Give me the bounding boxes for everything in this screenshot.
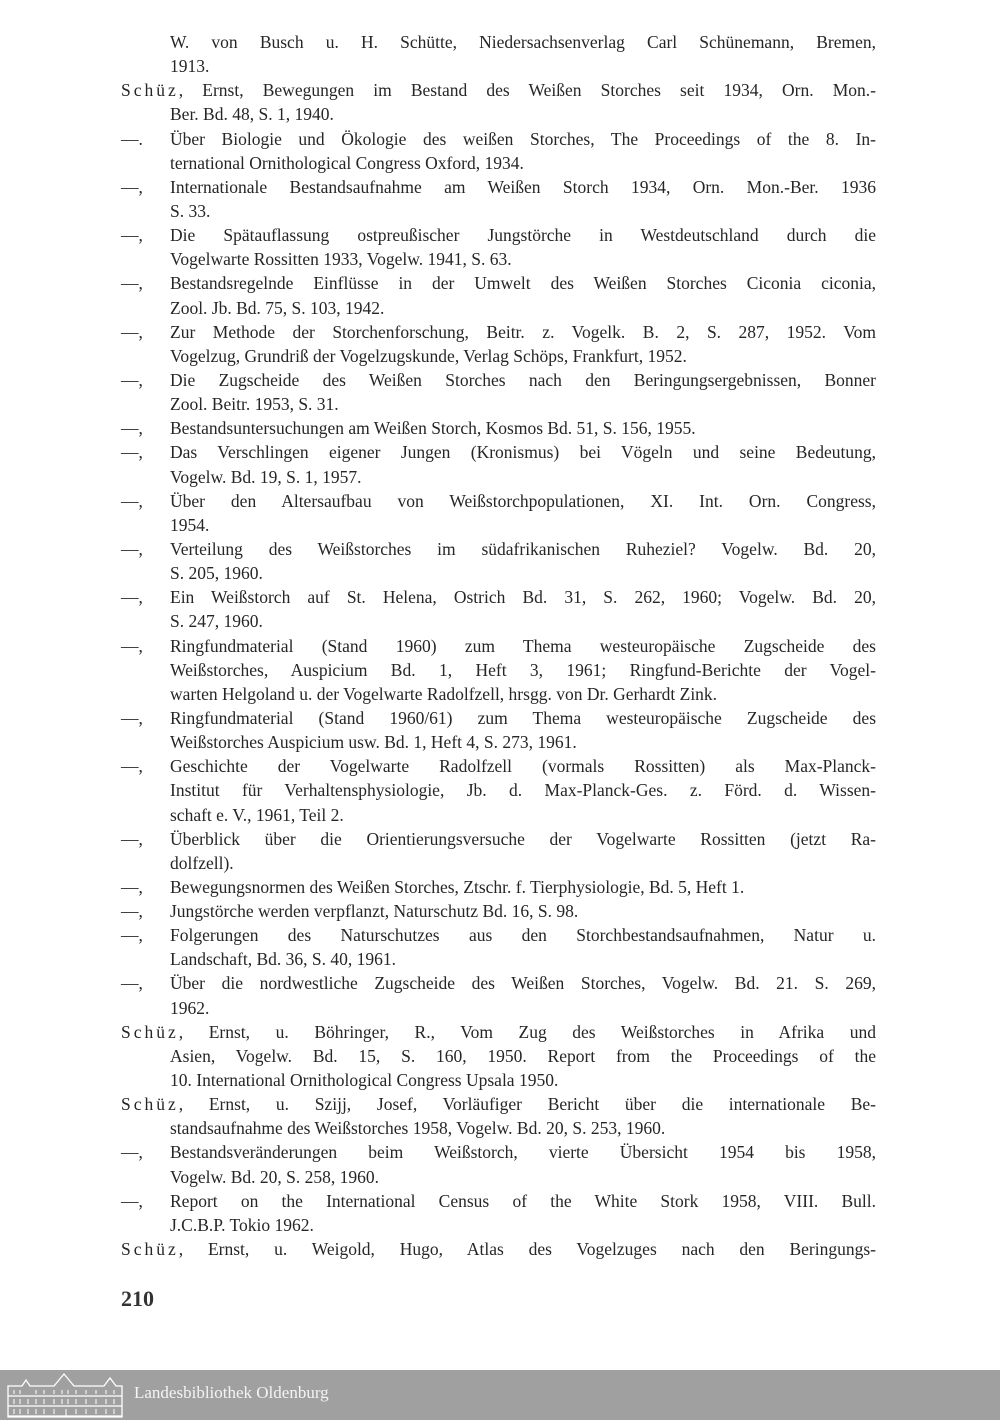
entry-line [121, 585, 876, 609]
entry-text: Ringfundmaterial (Stand 1960/61) zum Thema westeuropäische Zugscheide des [170, 707, 876, 728]
entry-text: Asien, Vogelw. Bd. 15, S. 160, 1950. Report from the Proceedings of the [170, 1045, 876, 1066]
entry-text: Weißstorches, Auspicium Bd. 1, Heft 3, 1961; Ringfund-Berichte der Vogel- [170, 659, 876, 680]
entry-text: Weißstorches Auspicium usw. Bd. 1, Heft 4, S. 273, 1961. [170, 732, 577, 753]
entry-line [121, 127, 876, 151]
entry-line [121, 803, 876, 827]
entry-line [121, 344, 876, 368]
entry-line [121, 827, 876, 851]
bibliography-entry [121, 923, 876, 971]
entry-line [121, 875, 876, 899]
entry-line [121, 392, 876, 416]
entry-text: 1962. [170, 997, 210, 1018]
library-footer-bar [0, 1370, 1000, 1420]
ditto-marker: —, [121, 707, 143, 728]
entry-text-rest: , Ernst, u. Weigold, Hugo, Atlas des Vogelzuges nach den Beringungs- [178, 1239, 876, 1260]
entry-line [121, 634, 876, 658]
entry-line [121, 54, 876, 78]
bibliography-entry [121, 827, 876, 875]
bibliography-entry [121, 271, 876, 319]
ditto-marker: —, [121, 490, 143, 511]
ditto-marker: —, [121, 273, 143, 294]
entry-text: 1954. [170, 514, 210, 535]
bibliography-entry [121, 223, 876, 271]
entry-line [121, 971, 876, 995]
entry-line [121, 30, 876, 54]
bibliography-entry [121, 875, 876, 899]
entry-text [121, 1092, 876, 1116]
entry-text-rest: , Ernst, u. Szijj, Josef, Vorläufiger Bericht über die internationale Be- [178, 1094, 876, 1115]
ditto-marker: —, [121, 1142, 143, 1163]
entry-line [121, 416, 876, 440]
bibliography-entry [121, 30, 876, 78]
entry-line [121, 754, 876, 778]
entry-text: Ber. Bd. 48, S. 1, 1940. [170, 104, 334, 125]
bibliography-entry [121, 1237, 876, 1261]
entry-line [121, 1068, 876, 1092]
entry-line [121, 320, 876, 344]
bibliography-entry [121, 489, 876, 537]
bibliography-entry [121, 127, 876, 175]
entry-text-rest: , Ernst, u. Böhringer, R., Vom Zug des Weißstorches in Afrika und [178, 1021, 876, 1042]
ditto-marker: —, [121, 756, 143, 777]
bibliography-entry [121, 1020, 876, 1092]
ditto-marker: —, [121, 973, 143, 994]
entry-text: Internationale Bestandsaufnahme am Weißen Storch 1934, Orn. Mon.-Ber. 1936 [170, 176, 876, 197]
entry-line [121, 78, 876, 102]
bibliography-entry [121, 537, 876, 585]
entry-line [121, 296, 876, 320]
entry-line [121, 513, 876, 537]
entry-text: Landschaft, Bd. 36, S. 40, 1961. [170, 949, 397, 970]
bibliography-entry [121, 1092, 876, 1140]
entry-text: Jungstörche werden verpflanzt, Naturschutz Bd. 16, S. 98. [170, 901, 579, 922]
entry-line [121, 1189, 876, 1213]
entry-text: schaft e. V., 1961, Teil 2. [170, 804, 344, 825]
entry-line [121, 247, 876, 271]
entry-text: S. 33. [170, 200, 211, 221]
entry-text: warten Helgoland u. der Vogelwarte Radolfzell, hrsgg. von Dr. Gerhardt Zink. [170, 683, 718, 704]
entry-text [121, 78, 876, 102]
entry-text: 1913. [170, 56, 210, 77]
entry-line [121, 609, 876, 633]
entry-line [121, 899, 876, 923]
entry-text: Institut für Verhaltensphysiologie, Jb. d. Max-Planck-Ges. z. Förd. d. Wissen- [170, 780, 876, 801]
ditto-marker: —, [121, 442, 143, 463]
entry-line [121, 778, 876, 802]
entry-text: Verteilung des Weißstorches im südafrikanischen Ruheziel? Vogelw. Bd. 20, [170, 538, 876, 559]
bibliography-entry [121, 585, 876, 633]
bibliography-entry [121, 899, 876, 923]
entry-line [121, 1165, 876, 1189]
entry-text: Das Verschlingen eigener Jungen (Kronismus) bei Vögeln und seine Bedeutung, [170, 442, 876, 463]
entry-line [121, 996, 876, 1020]
library-name: Landesbibliothek Oldenburg [134, 1383, 329, 1402]
entry-text: W. von Busch u. H. Schütte, Niedersachsenverlag Carl Schünemann, Bremen, [170, 32, 876, 52]
entry-line [121, 947, 876, 971]
bibliography-entry [121, 175, 876, 223]
ditto-marker: —, [121, 635, 143, 656]
entry-line [121, 537, 876, 561]
entry-text: Zool. Beitr. 1953, S. 31. [170, 394, 339, 415]
entry-text: Überblick über die Orientierungsversuche der Vogelwarte Rossitten (jetzt Ra- [170, 828, 876, 849]
entry-text: Zool. Jb. Bd. 75, S. 103, 1942. [170, 297, 385, 318]
entry-line [121, 561, 876, 585]
entry-line [121, 658, 876, 682]
ditto-marker: —, [121, 587, 143, 608]
entry-text: Vogelw. Bd. 20, S. 258, 1960. [170, 1166, 380, 1187]
entry-text: J.C.B.P. Tokio 1962. [170, 1214, 314, 1235]
entry-line [121, 1116, 876, 1140]
entry-line [121, 368, 876, 392]
entry-text: Bestandsregelnde Einflüsse in der Umwelt des Weißen Storches Ciconia ciconia, [170, 273, 876, 294]
ditto-marker: —, [121, 321, 143, 342]
entry-line [121, 102, 876, 126]
entry-line [121, 1213, 876, 1237]
entry-text: Bestandsuntersuchungen am Weißen Storch, Kosmos Bd. 51, S. 156, 1955. [170, 418, 696, 439]
entry-line [121, 223, 876, 247]
entry-text: Die Spätauflassung ostpreußischer Jungstörche in Westdeutschland durch die [170, 225, 876, 246]
entry-text: Vogelwarte Rossitten 1933, Vogelw. 1941, S. 63. [170, 249, 512, 270]
entry-line [121, 682, 876, 706]
entry-text: S. 205, 1960. [170, 563, 263, 584]
author-name: Schüz [121, 1094, 179, 1115]
bibliography-entry [121, 971, 876, 1019]
ditto-marker: —, [121, 1190, 143, 1211]
entry-line [121, 1237, 876, 1261]
entry-text [121, 1237, 876, 1261]
entry-text-rest: , Ernst, Bewegungen im Bestand des Weißen Storches seit 1934, Orn. Mon.- [178, 80, 876, 101]
entry-text: Über den Altersaufbau von Weißstorchpopulationen, XI. Int. Orn. Congress, [170, 490, 876, 511]
author-name: Schüz [121, 80, 179, 101]
ditto-marker: —, [121, 176, 143, 197]
entry-text: Bestandsveränderungen beim Weißstorch, vierte Übersicht 1954 bis 1958, [170, 1142, 876, 1163]
entry-line [121, 1044, 876, 1068]
bibliography-entry [121, 368, 876, 416]
bibliography-entry [121, 754, 876, 826]
bibliography-entry [121, 1140, 876, 1188]
ditto-marker: —, [121, 876, 143, 897]
entry-text: Zur Methode der Storchenforschung, Beitr. z. Vogelk. B. 2, S. 287, 1952. Vom [170, 321, 876, 342]
entry-line [121, 706, 876, 730]
entry-text: Bewegungsnormen des Weißen Storches, Ztschr. f. Tierphysiologie, Bd. 5, Heft 1. [170, 876, 745, 897]
bibliography-entry [121, 320, 876, 368]
entry-text: standsaufnahme des Weißstorches 1958, Vogelw. Bd. 20, S. 253, 1960. [170, 1118, 666, 1139]
entry-line [121, 489, 876, 513]
ditto-marker: —, [121, 828, 143, 849]
entry-text: Report on the International Census of the White Stork 1958, VIII. Bull. [170, 1190, 876, 1211]
bibliography-entry [121, 78, 876, 126]
bibliography-entry [121, 706, 876, 754]
ditto-marker: —. [121, 128, 143, 149]
entry-line [121, 199, 876, 223]
author-name: Schüz [121, 1021, 179, 1042]
entry-line [121, 271, 876, 295]
entry-line [121, 923, 876, 947]
ditto-marker: —, [121, 418, 143, 439]
bibliography-entry [121, 416, 876, 440]
bibliography-entry [121, 634, 876, 706]
entry-text: dolfzell). [170, 852, 234, 873]
entry-text: Geschichte der Vogelwarte Radolfzell (vormals Rossitten) als Max-Planck- [170, 756, 876, 777]
bibliography-entry [121, 1189, 876, 1237]
entry-text: Über Biologie und Ökologie des weißen Storches, The Proceedings of the 8. In- [170, 128, 876, 149]
entry-text: Ein Weißstorch auf St. Helena, Ostrich Bd. 31, S. 262, 1960; Vogelw. Bd. 20, [170, 587, 876, 608]
entry-text: 10. International Ornithological Congress Upsala 1950. [170, 1070, 559, 1091]
entry-text: Folgerungen des Naturschutzes aus den Storchbestandsaufnahmen, Natur u. [170, 925, 876, 946]
entry-line [121, 851, 876, 875]
entry-line [121, 1140, 876, 1164]
entry-text: Vogelw. Bd. 19, S. 1, 1957. [170, 466, 362, 487]
entry-text [121, 1020, 876, 1044]
entry-text: Über die nordwestliche Zugscheide des Weißen Storches, Vogelw. Bd. 21. S. 269, [170, 973, 876, 994]
entry-line [121, 465, 876, 489]
bibliography-entry [121, 440, 876, 488]
ditto-marker: —, [121, 538, 143, 559]
entry-line [121, 1020, 876, 1044]
entry-text: S. 247, 1960. [170, 611, 263, 632]
entry-text: Vogelzug, Grundriß der Vogelzugskunde, Verlag Schöps, Frankfurt, 1952. [170, 345, 687, 366]
entry-text: Die Zugscheide des Weißen Storches nach den Beringungsergebnissen, Bonner [170, 369, 876, 390]
entry-line [121, 1092, 876, 1116]
entry-text: ternational Ornithological Congress Oxford, 1934. [170, 152, 524, 173]
bibliography-list [121, 30, 876, 1261]
entry-line [121, 440, 876, 464]
entry-text: Ringfundmaterial (Stand 1960) zum Thema westeuropäische Zugscheide des [170, 635, 876, 656]
library-building-logo-icon [6, 1372, 124, 1418]
author-name: Schüz [121, 1239, 179, 1260]
ditto-marker: —, [121, 925, 143, 946]
entry-line [121, 151, 876, 175]
ditto-marker: —, [121, 369, 143, 390]
ditto-marker: —, [121, 901, 143, 922]
page-number: 210 [121, 1286, 154, 1311]
entry-line [121, 730, 876, 754]
entry-line [121, 175, 876, 199]
ditto-marker: —, [121, 225, 143, 246]
